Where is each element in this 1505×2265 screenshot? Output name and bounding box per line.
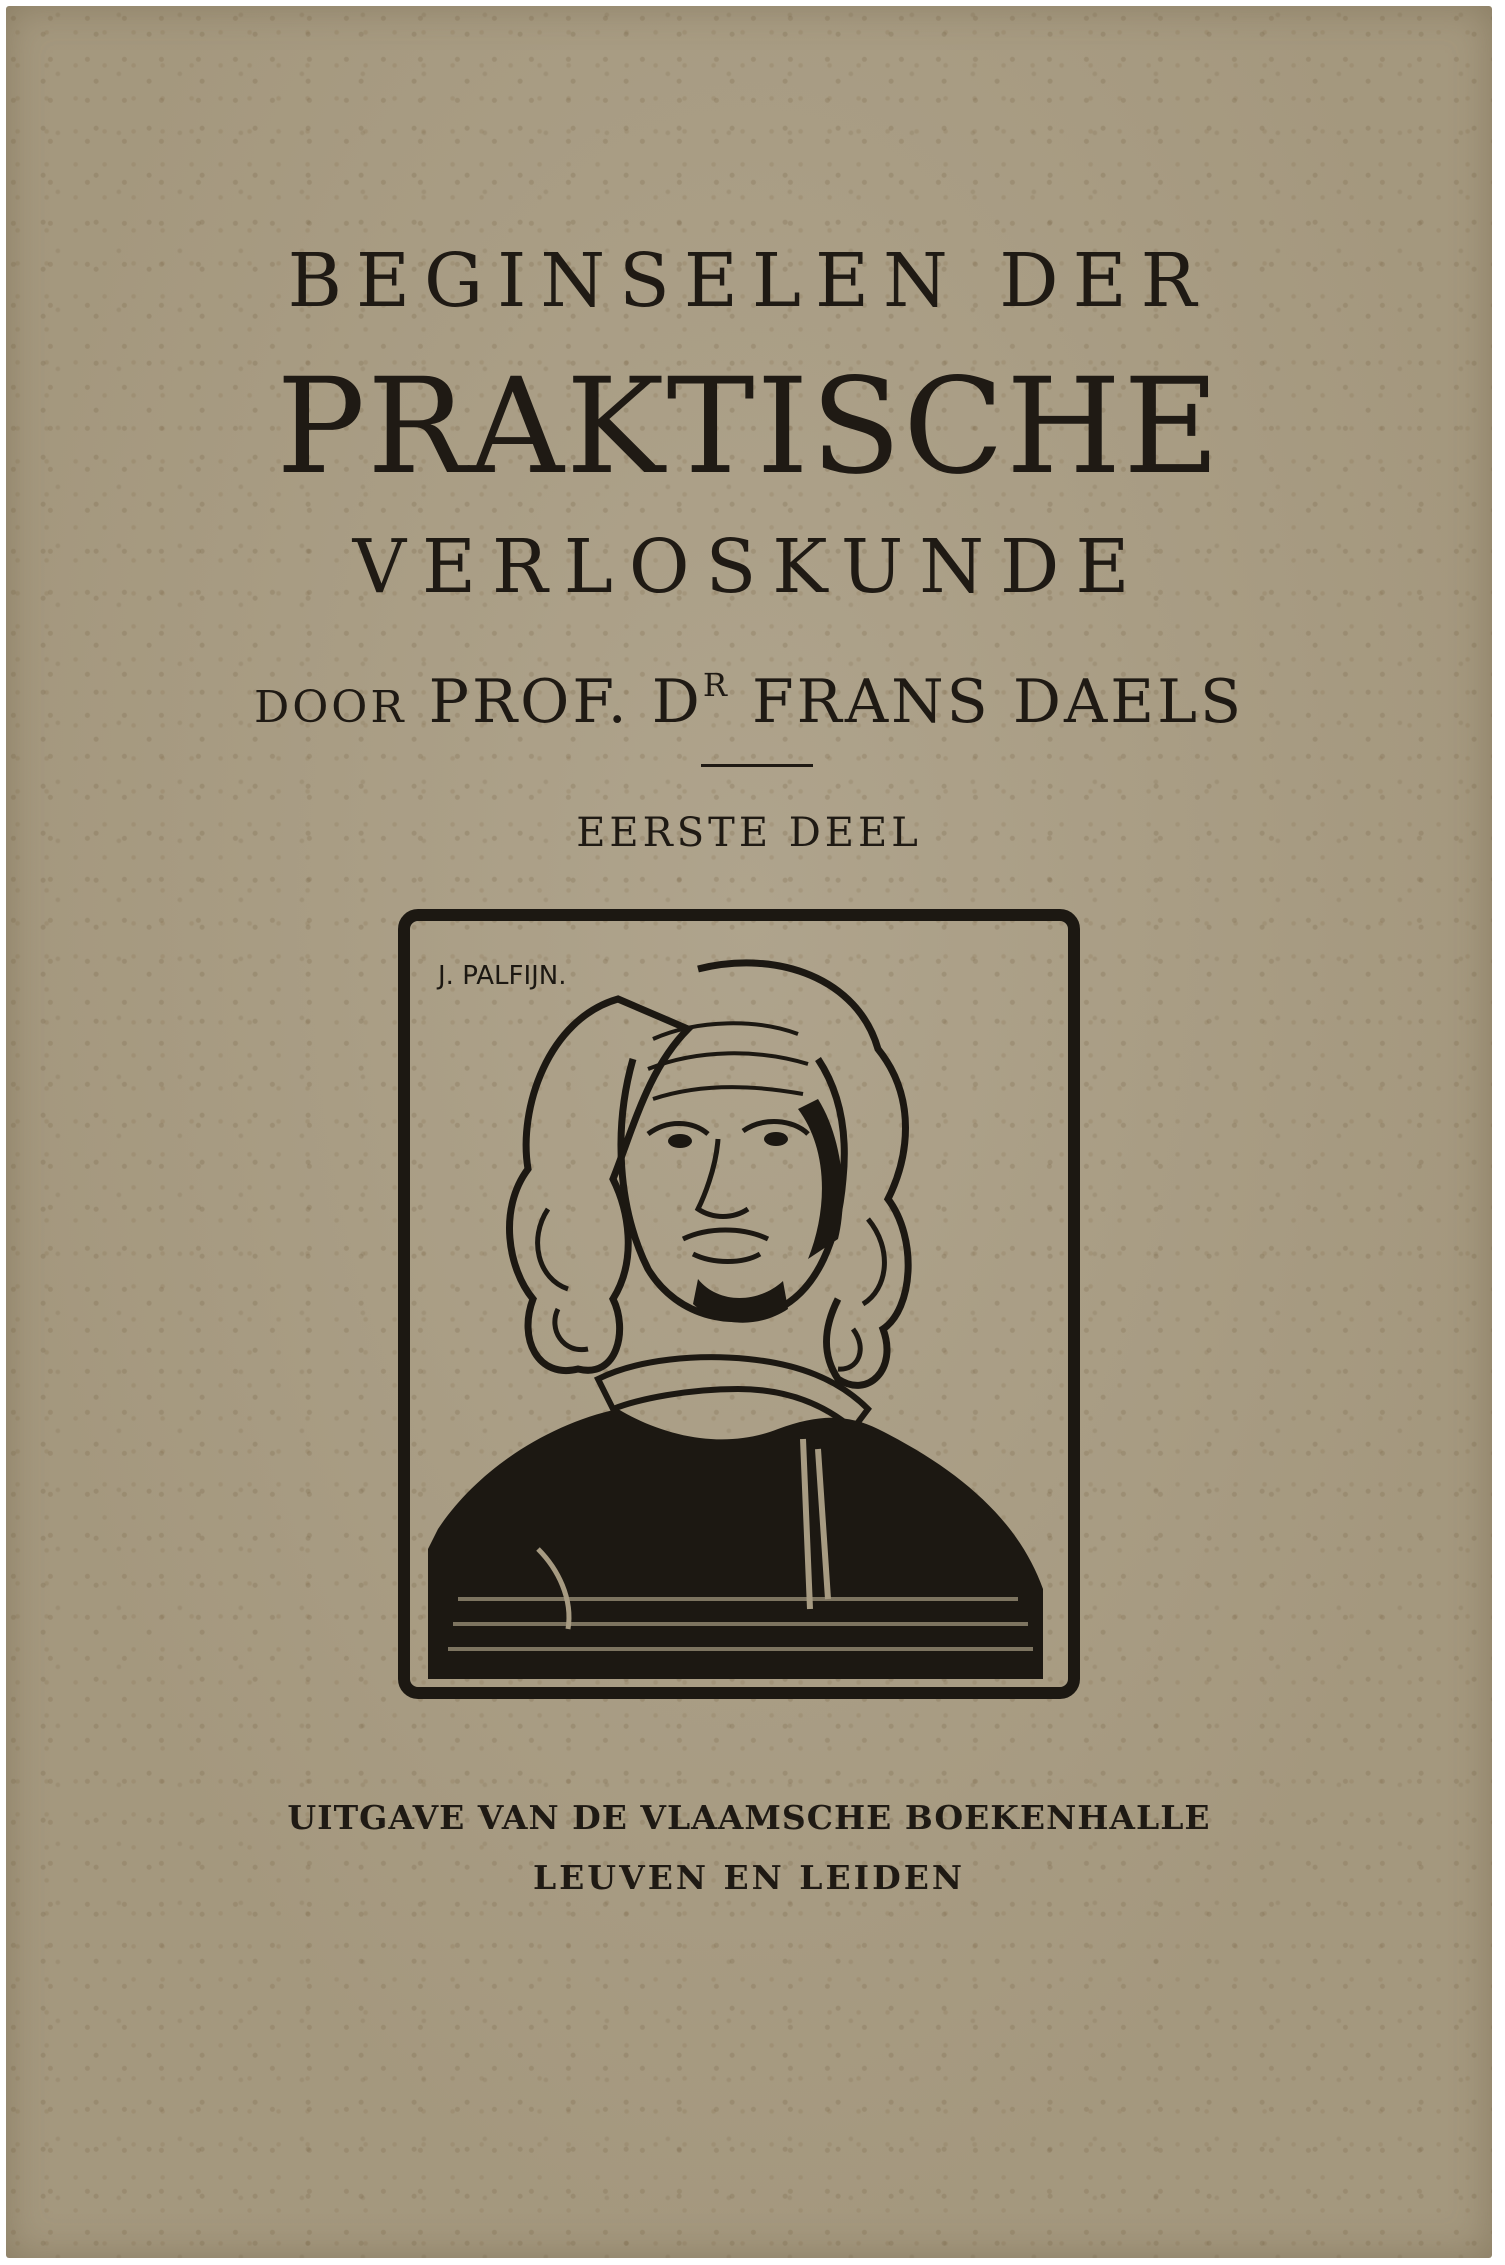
divider-rule — [701, 764, 813, 767]
title-line-2: PRAKTISCHE — [276, 350, 1222, 504]
author-prof-text: PROF. — [428, 667, 630, 737]
volume-label: EERSTE DEEL — [576, 810, 922, 856]
publisher-line: UITGAVE VAN DE VLAAMSCHE BOEKENHALLE — [287, 1798, 1211, 1837]
author-prof — [429, 667, 630, 737]
places-line: LEUVEN EN LEIDEN — [532, 1858, 966, 1897]
author-prefix: DOOR — [253, 682, 407, 733]
portrait-woodcut — [398, 909, 1080, 1699]
author-line — [6, 666, 1492, 737]
author-dr-d: D — [651, 667, 703, 737]
author-dr-r: R — [702, 666, 730, 704]
book-cover — [6, 6, 1492, 2258]
author-dr — [652, 667, 730, 737]
title-line-3: VERLOSKUNDE — [352, 524, 1146, 610]
author-name: FRANS DAELS — [752, 667, 1245, 737]
title-line-1: BEGINSELEN DER — [287, 238, 1211, 324]
portrait-caption: J. PALFIJN. — [438, 961, 567, 991]
